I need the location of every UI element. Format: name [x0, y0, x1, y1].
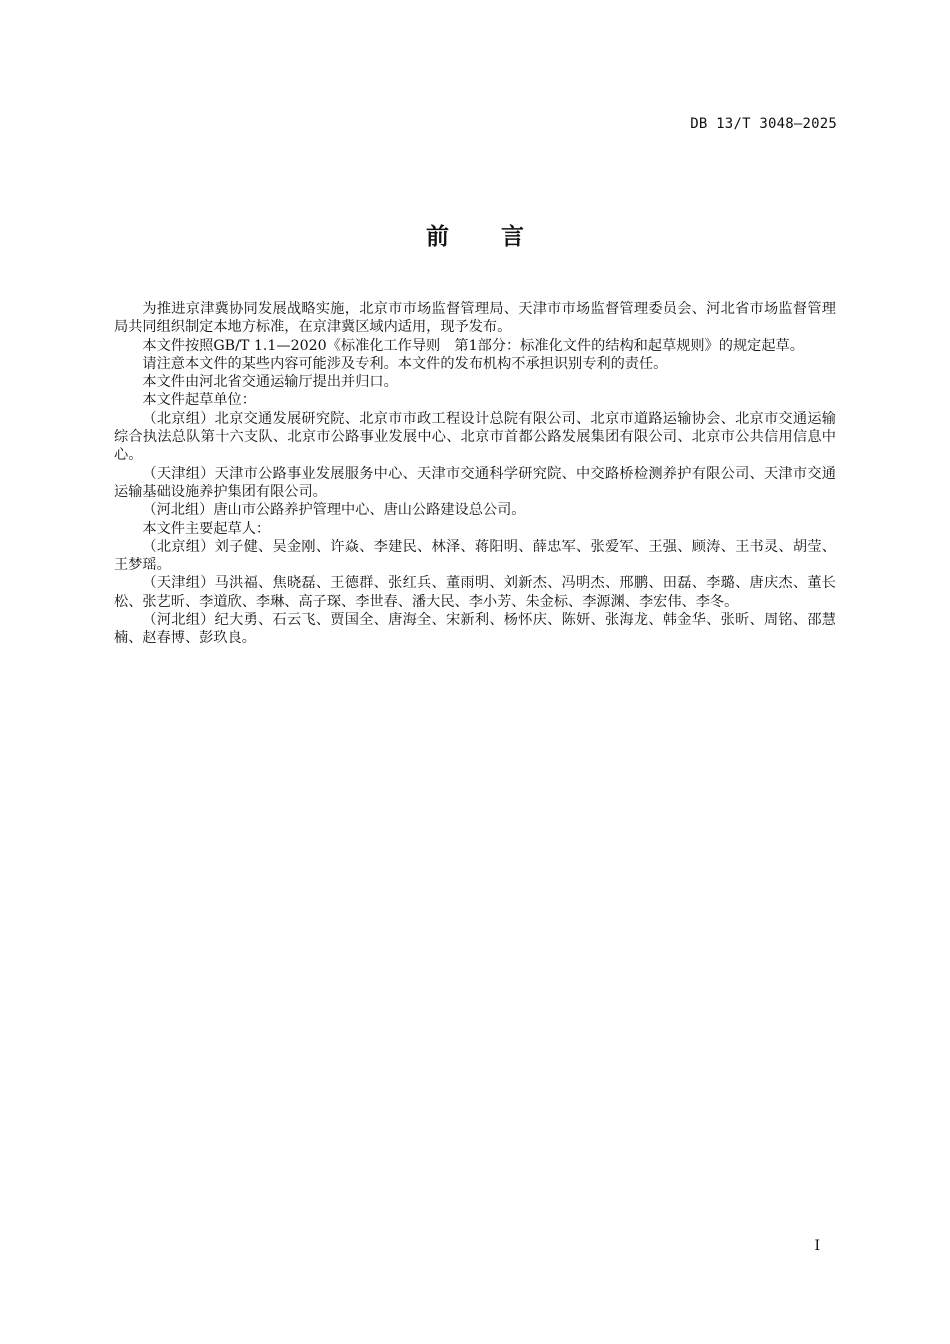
paragraph-beijing-drafters: （北京组）刘子健、吴金刚、许焱、李建民、林泽、蒋阳明、薛忠军、张爱军、王强、顾涛、王书灵、胡莹、王梦瑶。	[114, 538, 836, 574]
paragraph-beijing-units: （北京组）北京交通发展研究院、北京市市政工程设计总院有限公司、北京市道路运输协会、北京市交通运输综合执法总队第十六支队、北京市公路事业发展中心、北京市首都公路发展集团有限公司、北京市公共信用信息中心。	[114, 410, 836, 464]
paragraph-patent-notice: 请注意本文件的某些内容可能涉及专利。本文件的发布机构不承担识别专利的责任。	[142, 355, 668, 372]
foreword-body	[114, 300, 836, 648]
paragraph-tianjin-drafters: （天津组）马洪福、焦晓磊、王德群、张红兵、董雨明、刘新杰、冯明杰、邢鹏、田磊、李璐、唐庆杰、董长松、张艺昕、李道欣、李琳、高子琛、李世春、潘大民、李小芳、朱金标、李源渊、李宏伟、李冬。	[114, 575, 836, 610]
paragraph-drafters-heading: 本文件主要起草人：	[142, 520, 271, 537]
paragraph-tianjin-units: （天津组）天津市公路事业发展服务中心、天津市交通科学研究院、中交路桥检测养护有限公司、天津市交通运输基础设施养护集团有限公司。	[114, 465, 836, 500]
paragraph-purpose: 为推进京津冀协同发展战略实施，北京市市场监督管理局、天津市市场监督管理委员会、河北省市场监督管理局共同组织制定本地方标准，在京津冀区域内适用，现予发布。	[114, 301, 836, 336]
section-title: 前言	[426, 224, 576, 250]
page-number: I	[814, 1238, 820, 1254]
paragraph-proposer: 本文件由河北省交通运输厅提出并归口。	[142, 374, 398, 391]
standard-code: DB 13/T 3048—2025	[690, 116, 837, 132]
paragraph-drafting-units-heading: 本文件起草单位：	[142, 392, 256, 409]
paragraph-hebei-units: （河北组）唐山市公路养护管理中心、唐山公路建设总公司。	[142, 502, 526, 519]
paragraph-hebei-drafters: （河北组）纪大勇、石云飞、贾国全、唐海全、宋新利、杨怀庆、陈妍、张海龙、韩金华、张昕、周铭、邵慧楠、赵春博、彭玖良。	[114, 612, 836, 647]
paragraph-drafting-rules: 本文件按照GB/T 1.1—2020《标准化工作导则 第1部分：标准化文件的结构和起草规则》的规定起草。	[142, 337, 804, 354]
